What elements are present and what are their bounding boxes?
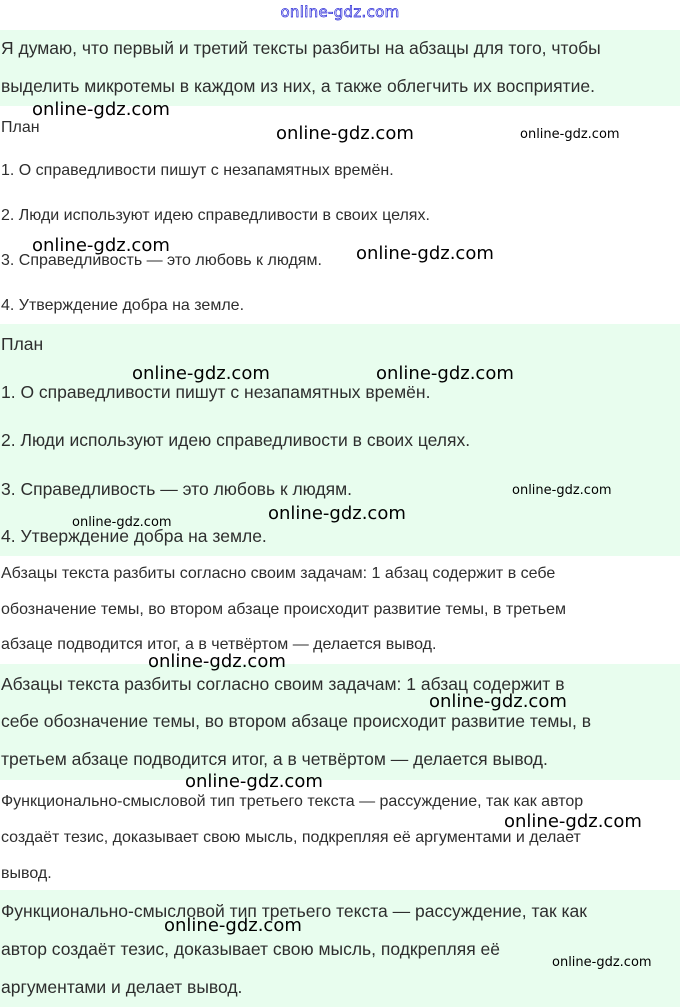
plan-item: 4. Утверждение добра на земле. [1, 297, 245, 314]
plan-item: 1. О справедливости пишут с незапамятных времён. [1, 382, 431, 402]
watermark: online-gdz.com [32, 235, 170, 256]
text-type-block-2 [0, 890, 680, 1007]
watermark: online-gdz.com [164, 915, 302, 936]
watermark: online-gdz.com [376, 363, 514, 384]
text-type-line: аргументами и делает вывод. [1, 977, 243, 997]
watermark: online-gdz.com [520, 127, 620, 142]
text-type-line: автор создаёт тезис, доказывает свою мысль, подкрепляя её [1, 939, 500, 959]
watermark: online-gdz.com [32, 99, 170, 120]
text-type-line: создаёт тезис, доказывает свою мысль, подкрепляя её аргументами и делает [1, 829, 581, 846]
watermark: online-gdz.com [148, 651, 286, 672]
site-logo[interactable]: online-gdz.com [280, 3, 400, 21]
watermark: online-gdz.com [132, 363, 270, 384]
paragraph-line: третьем абзаце подводится итог, а в четвёртом — делается вывод. [1, 749, 548, 769]
watermark: online-gdz.com [552, 955, 652, 970]
watermark: online-gdz.com [504, 811, 642, 832]
paragraph-line: Абзацы текста разбиты согласно своим задачам: 1 абзац содержит в [1, 674, 565, 694]
intro-line: выделить микротемы в каждом из них, а также облегчить их восприятие. [1, 76, 595, 96]
plan-item: 1. О справедливости пишут с незапамятных времён. [1, 162, 394, 179]
plan-item: 3. Справедливость — это любовь к людям. [1, 479, 352, 499]
watermark: online-gdz.com [429, 691, 567, 712]
text-type-line: Функционально-смысловой тип третьего текста — рассуждение, так как [1, 901, 587, 921]
watermark: online-gdz.com [356, 243, 494, 264]
intro-block [0, 30, 680, 106]
text-type-line: Функционально-смысловой тип третьего текста — рассуждение, так как автор [1, 793, 584, 810]
plan-item: 2. Люди используют идею справедливости в своих целях. [1, 430, 471, 450]
watermark: online-gdz.com [276, 123, 414, 144]
watermark: online-gdz.com [72, 515, 172, 530]
paragraphs-block-1 [0, 556, 680, 664]
text-type-block-1 [0, 780, 680, 890]
plan-item: 2. Люди используют идею справедливости в своих целях. [1, 207, 430, 224]
watermark: online-gdz.com [185, 771, 323, 792]
paragraph-line: обозначение темы, во втором абзаце происходит развитие темы, в третьем [1, 601, 567, 618]
paragraphs-block-2 [0, 664, 680, 780]
plan-title: План [1, 334, 44, 354]
watermark: online-gdz.com [268, 503, 406, 524]
text-type-line: вывод. [1, 865, 52, 882]
plan-item: 4. Утверждение добра на земле. [1, 526, 267, 546]
plan-item: 3. Справедливость — это любовь к людям. [1, 252, 322, 269]
paragraph-line: абзаце подводится итог, а в четвёртом — делается вывод. [1, 636, 437, 653]
paragraph-line: Абзацы текста разбиты согласно своим задачам: 1 абзац содержит в себе [1, 565, 556, 582]
paragraph-line: себе обозначение темы, во втором абзаце происходит развитие темы, в [1, 711, 592, 731]
intro-line: Я думаю, что первый и третий тексты разбиты на абзацы для того, чтобы [1, 38, 601, 58]
plan-title: План [1, 119, 40, 136]
watermark: online-gdz.com [512, 483, 612, 498]
